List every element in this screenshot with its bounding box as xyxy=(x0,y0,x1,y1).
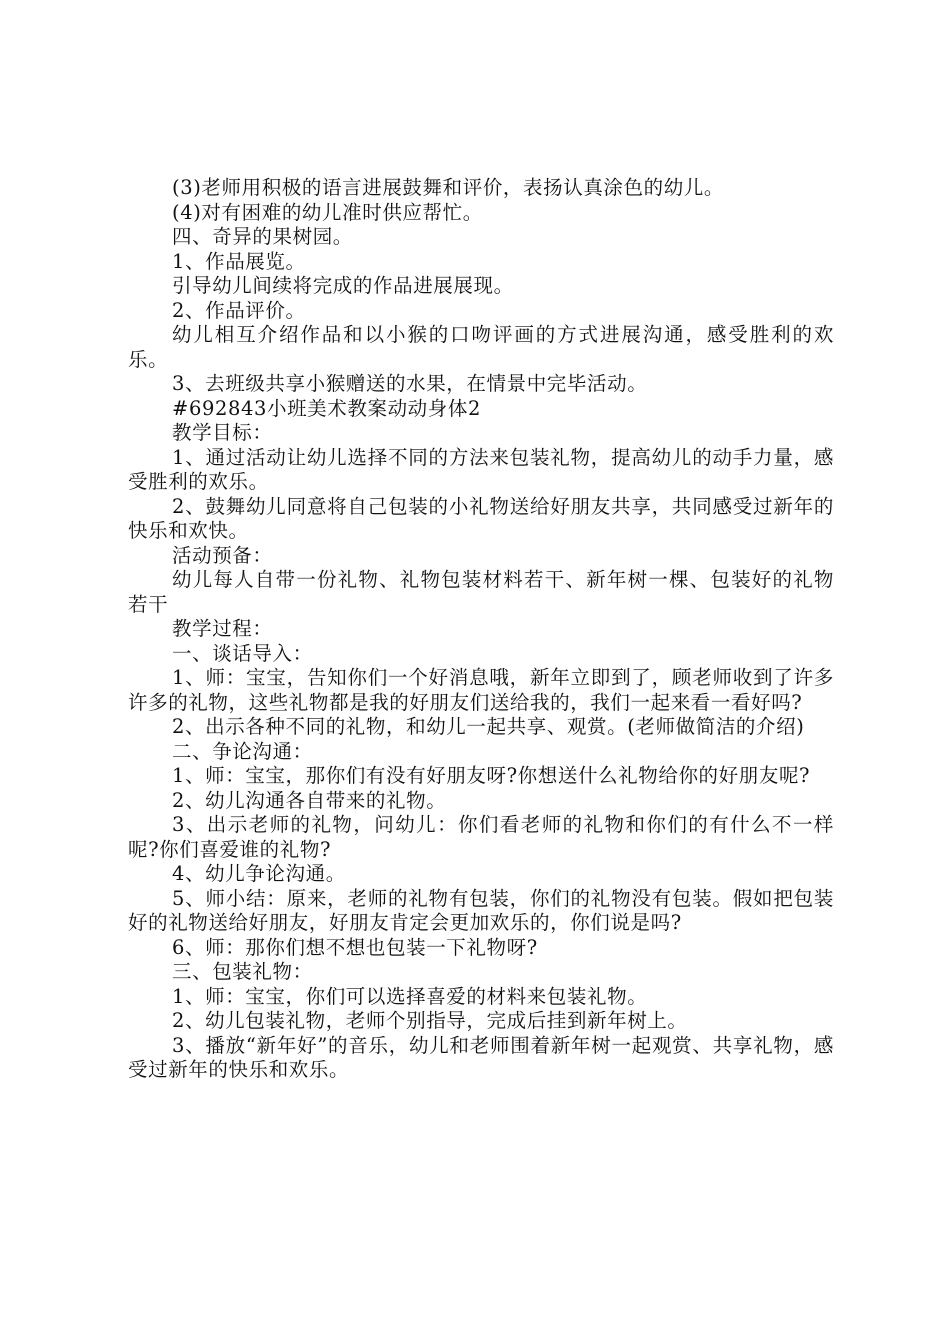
paragraph: 幼儿相互介绍作品和以小猴的口吻评画的方式进展沟通，感受胜利的欢乐。 xyxy=(128,323,834,371)
paragraph: 1、师：宝宝，你们可以选择喜爱的材料来包装礼物。 xyxy=(172,984,648,1008)
section-heading: 一、谈话导入： xyxy=(172,641,313,665)
paragraph: (3)老师用积极的语言进展鼓舞和评价，表扬认真涂色的幼儿。 xyxy=(172,176,725,199)
paragraph: 2、幼儿沟通各自带来的礼物。 xyxy=(172,788,447,812)
paragraph: 幼儿每人自带一份礼物、礼物包装材料若干、新年树一棵、包装好的礼物若干 xyxy=(128,568,834,616)
document-title: #692843小班美术教案动动身体2 xyxy=(172,396,481,420)
paragraph: 4、幼儿争论沟通。 xyxy=(172,862,346,885)
paragraph: 2、鼓舞幼儿同意将自己包装的小礼物送给好朋友共享，共同感受过新年的快乐和欢快。 xyxy=(128,494,834,542)
document-body xyxy=(128,176,834,1083)
section-heading: 三、包装礼物： xyxy=(172,960,313,983)
section-heading: 活动预备： xyxy=(172,543,273,567)
paragraph: 1、通过活动让幼儿选择不同的方法来包装礼物，提高幼儿的动手力量，感受胜利的欢乐。 xyxy=(128,445,834,493)
paragraph: 1、作品展览。 xyxy=(172,249,306,273)
paragraph: 2、幼儿包装礼物，老师个别指导，完成后挂到新年树上。 xyxy=(172,1009,688,1032)
paragraph: 2、出示各种不同的礼物，和幼儿一起共享、观赏。(老师做简洁的介绍) xyxy=(172,715,805,738)
paragraph: 2、作品评价。 xyxy=(172,298,306,322)
paragraph: (4)对有困难的幼儿准时供应帮忙。 xyxy=(172,200,483,224)
paragraph: 引导幼儿间续将完成的作品进展展现。 xyxy=(172,274,514,297)
section-heading: 二、争论沟通： xyxy=(172,739,313,763)
paragraph: 3、出示老师的礼物，问幼儿：你们看老师的礼物和你们的有什么不一样呢?你们喜爱谁的礼物? xyxy=(128,813,834,861)
paragraph: 1、师：宝宝，告知你们一个好消息哦，新年立即到了，顾老师收到了许多许多的礼物，这些礼物都是我的好朋友们送给我的，我们一起来看一看好吗? xyxy=(128,666,834,714)
paragraph: 3、去班级共享小猴赠送的水果，在情景中完毕活动。 xyxy=(172,372,648,395)
section-heading: 四、奇异的果树园。 xyxy=(172,225,353,248)
paragraph: 1、师：宝宝，那你们有没有好朋友呀?你想送什么礼物给你的好朋友呢? xyxy=(172,764,811,787)
paragraph: 3、播放“新年好”的音乐，幼儿和老师围着新年树一起观赏、共享礼物，感受过新年的快乐和欢乐。 xyxy=(128,1033,834,1081)
paragraph: 6、师：那你们想不想也包装一下礼物呀? xyxy=(172,935,538,959)
section-heading: 教学目标： xyxy=(172,421,273,444)
paragraph: 5、师小结：原来，老师的礼物有包装，你们的礼物没有包装。假如把包装好的礼物送给好朋友，好朋友肯定会更加欢乐的，你们说是吗? xyxy=(128,886,834,934)
section-heading: 教学过程： xyxy=(172,617,273,640)
